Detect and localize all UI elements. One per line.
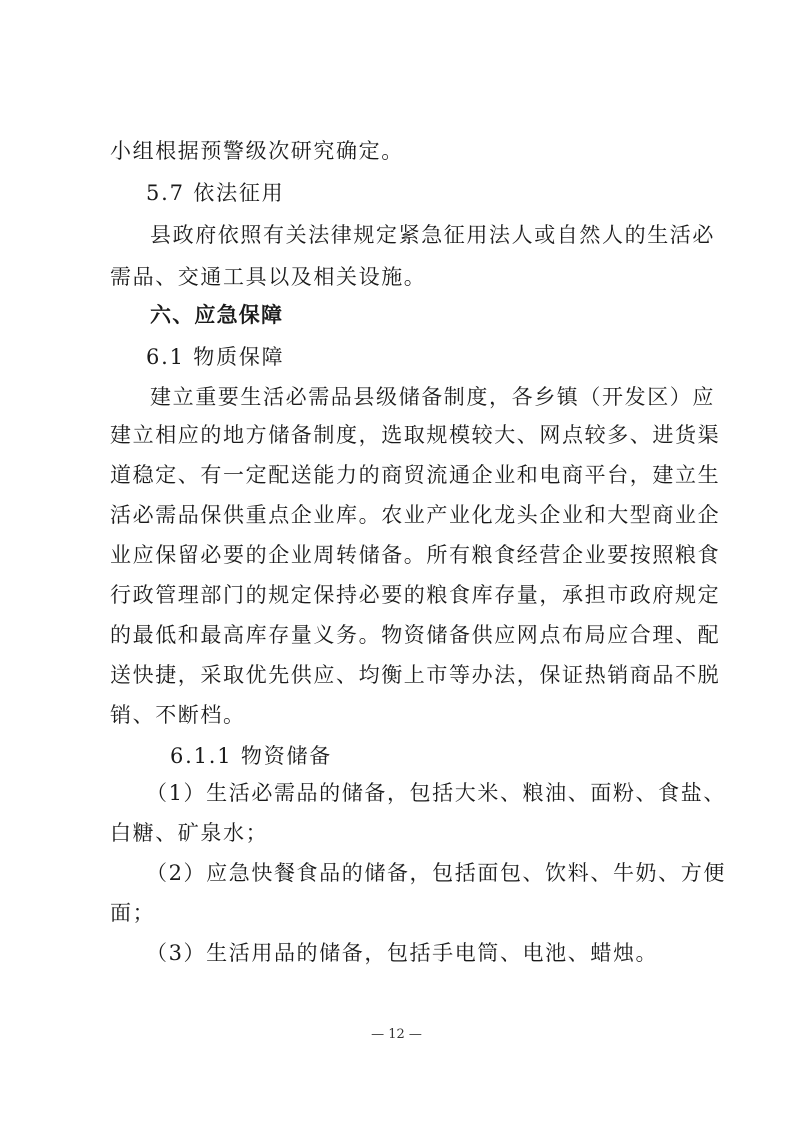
text-line: 送快捷，采取优先供应、均衡上市等办法，保证热销商品不脱 xyxy=(110,663,721,687)
text-line: 小组根据预警级次研究确定。 xyxy=(110,139,404,163)
text-line: 建立相应的地方储备制度，选取规模较大、网点较多、进货渠 xyxy=(110,423,721,447)
section-heading-5-7: 5.7 依法征用 xyxy=(146,181,285,205)
page-number: — 12 — xyxy=(371,1027,422,1042)
text-line: 建立重要生活必需品县级储备制度，各乡镇（开发区）应 xyxy=(150,385,715,409)
chapter-heading-6: 六、应急保障 xyxy=(150,303,284,327)
section-heading-6-1: 6.1 物质保障 xyxy=(146,345,285,369)
text-line: 行政管理部门的规定保持必要的粮食库存量，承担市政府规定 xyxy=(110,583,721,607)
list-item: （2）应急快餐食品的储备，包括面包、饮料、牛奶、方便 xyxy=(146,861,726,885)
list-item-continuation: 白糖、矿泉水； xyxy=(110,821,269,845)
subsection-heading-6-1-1: 6.1.1 物资储备 xyxy=(170,744,333,768)
text-line: 业应保留必要的企业周转储备。所有粮食经营企业要按照粮食 xyxy=(110,543,721,567)
list-item: （3）生活用品的储备，包括手电筒、电池、蜡烛。 xyxy=(146,941,659,965)
text-line: 的最低和最高库存量义务。物资储备供应网点布局应合理、配 xyxy=(110,623,721,647)
text-line: 活必需品保供重点企业库。农业产业化龙头企业和大型商业企 xyxy=(110,503,721,527)
list-item: （1）生活必需品的储备，包括大米、粮油、面粉、食盐、 xyxy=(146,781,726,805)
list-item-continuation: 面； xyxy=(110,901,156,925)
text-line: 销、不断档。 xyxy=(110,703,246,727)
text-line: 县政府依照有关法律规定紧急征用法人或自然人的生活必 xyxy=(150,223,715,247)
text-line: 需品、交通工具以及相关设施。 xyxy=(110,265,427,289)
text-line: 道稳定、有一定配送能力的商贸流通企业和电商平台，建立生 xyxy=(110,463,721,487)
